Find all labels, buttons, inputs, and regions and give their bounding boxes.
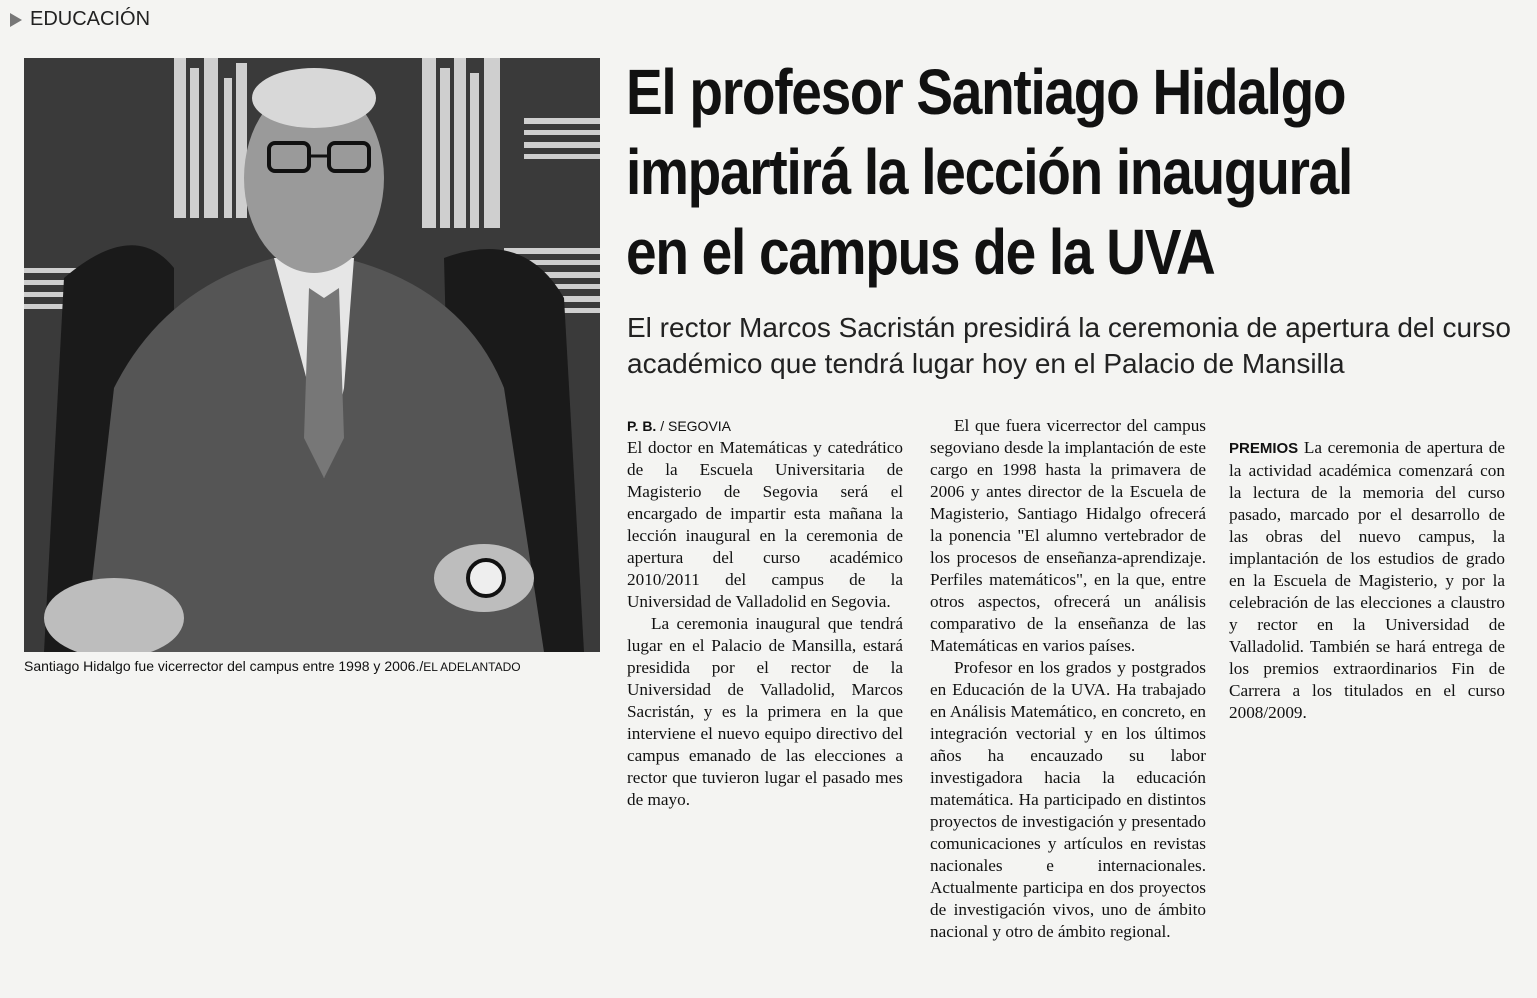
paragraph: Profesor en los grados y postgrados en Educación de la UVA. Ha trabajado en Análisis Matemático, en concreto, en integración vectorial y en los últimos años ha encauzado su labor investigadora hacia la educación matemática. Ha participado en distintos proyectos de investigación y presentado comunicaciones y artículos en revistas nacionales e internacionales. Actualmente participa en dos proyectos de investigación vivos, uno de ámbito nacional y otro de ámbito regional. xyxy=(930,658,1206,941)
section-arrow-icon xyxy=(10,13,22,27)
paragraph: La ceremonia inaugural que tendrá lugar en el Palacio de Mansilla, estará presidida por el rector de la Universidad de Valladolid, Marcos Sacristán, y es la primera en la que interviene el nuevo equipo directivo del campus emanado de las elecciones a rector que tuvieron lugar el pasado mes de mayo. xyxy=(627,614,903,809)
section-label: EDUCACIÓN xyxy=(30,8,151,30)
byline-author: P. B. xyxy=(627,418,657,434)
section-header xyxy=(10,8,150,31)
premios-text: La ceremonia de apertura de la actividad académica comenzará con la lectura de la memoria del curso pasado, marcado por el desarrollo de las obras del nuevo campus, la implantación de los estudios de grado en la Escuela de Magisterio, y por la celebración de las elecciones a claustro y rector en la Universidad de Valladolid. También se hará entrega de los premios extraordinarios Fin de Carrera a los titulados en el curso 2008/2009. xyxy=(1229,438,1505,722)
paragraph: El doctor en Matemáticas y catedrático de la Escuela Universitaria de Magisterio de Segovia será el encargado de impartir esta mañana la lección inaugural en la ceremonia de apertura del curso académico 2010/2011 del campus de la Universidad de Valladolid en Segovia. xyxy=(627,438,903,611)
premios-paragraph xyxy=(1229,437,1505,724)
byline xyxy=(627,415,903,437)
subheadline: El rector Marcos Sacristán presidirá la ceremonia de apertura del curso académico que tendrá lugar hoy en el Palacio de Mansilla xyxy=(627,312,1511,379)
photo-caption xyxy=(24,658,604,674)
article-column-1 xyxy=(627,415,903,811)
article-column-2 xyxy=(930,415,1206,943)
article-column-3 xyxy=(1229,415,1505,724)
caption-text: Santiago Hidalgo fue vicerrector del campus entre 1998 y 2006./ xyxy=(24,658,424,674)
headline: El profesor Santiago Hidalgo impartirá la lección inaugural en el campus de la UVA xyxy=(626,56,1352,288)
byline-place: / SEGOVIA xyxy=(660,418,732,434)
photo-credit: EL ADELANTADO xyxy=(423,660,521,674)
premios-label: PREMIOS xyxy=(1229,440,1299,457)
paragraph: El que fuera vicerrector del campus segoviano desde la implantación de este cargo en 1998 hasta la primavera de 2006 y antes director de la Escuela de Magisterio, Santiago Hidalgo ofrecerá la ponencia "El alumno vertebrador de los procesos de enseñanza-aprendizaje. Perfiles matemáticos", en la que, entre otros aspectos, ofrecerá un análisis comparativo de la enseñanza de las Matemáticas en varios países. xyxy=(930,416,1206,655)
portrait-photo xyxy=(24,58,600,652)
